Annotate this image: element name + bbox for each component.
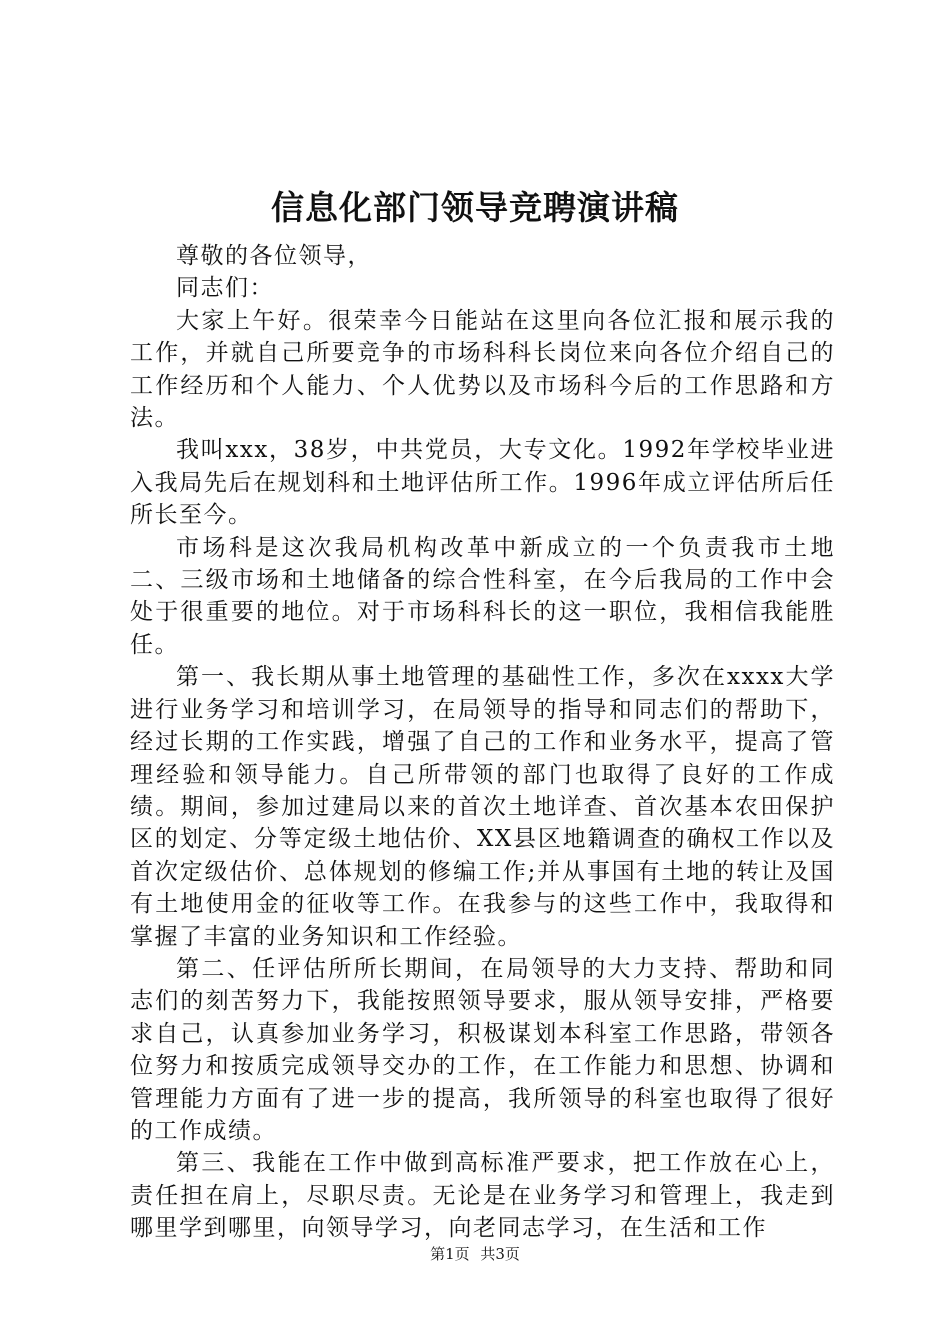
page-number: 第1页 bbox=[430, 1245, 470, 1263]
body-paragraph: 第三、我能在工作中做到高标准严要求，把工作放在心上，责任担在肩上，尽职尽责。无论是在业务学习和管理上，我走到哪里学到哪里，向领导学习，向老同志学习，在生活和工作 bbox=[130, 1150, 835, 1242]
page-footer bbox=[0, 1242, 950, 1266]
body-paragraph: 第一、我长期从事土地管理的基础性工作，多次在xxxx大学进行业务学习和培训学习，在局领导的指导和同志们的帮助下，经过长期的工作实践，增强了自己的工作和业务水平，提高了管理经验和领导能力。自己所带领的部门也取得了良好的工作成绩。期间，参加过建局以来的首次土地详查、首次基本农田保护区的划定、分等定级土地估价、XX县区地籍调查的确权工作以及首次定级估价、总体规划的修编工作;并从事国有土地的转让及国有土地使用金的征收等工作。在我参与的这些工作中，我取得和掌握了丰富的业务知识和工作经验。 bbox=[130, 664, 835, 950]
salutation-line: 尊敬的各位领导， bbox=[176, 243, 372, 269]
body-paragraph: 第二、任评估所所长期间，在局领导的大力支持、帮助和同志们的刻苦努力下，我能按照领导要求，服从领导安排，严格要求自己，认真参加业务学习，积极谋划本科室工作思路，带领各位努力和按质完成领导交办的工作，在工作能力和思想、协调和管理能力方面有了进一步的提高，我所领导的科室也取得了很好的工作成绩。 bbox=[130, 955, 835, 1144]
document-body bbox=[130, 240, 835, 1245]
salutation-line: 同志们： bbox=[176, 275, 274, 302]
document-title: 信息化部门领导竞聘演讲稿 bbox=[271, 188, 679, 227]
body-paragraph: 大家上午好。很荣幸今日能站在这里向各位汇报和展示我的工作，并就自己所要竞争的市场科科长岗位来向各位介绍自己的工作经历和个人能力、个人优势以及市场科今后的工作思路和方法。 bbox=[130, 307, 835, 432]
body-paragraph: 市场科是这次我局机构改革中新成立的一个负责我市土地二、三级市场和土地储备的综合性科室，在今后我局的工作中会处于很重要的地位。对于市场科科长的这一职位，我相信我能胜任。 bbox=[130, 534, 835, 658]
page-total: 共3页 bbox=[480, 1245, 520, 1263]
body-paragraph: 我叫xxx，38岁，中共党员，大专文化。1992年学校毕业进入我局先后在规划科和土地评估所工作。1996年成立评估所后任所长至今。 bbox=[130, 437, 835, 529]
